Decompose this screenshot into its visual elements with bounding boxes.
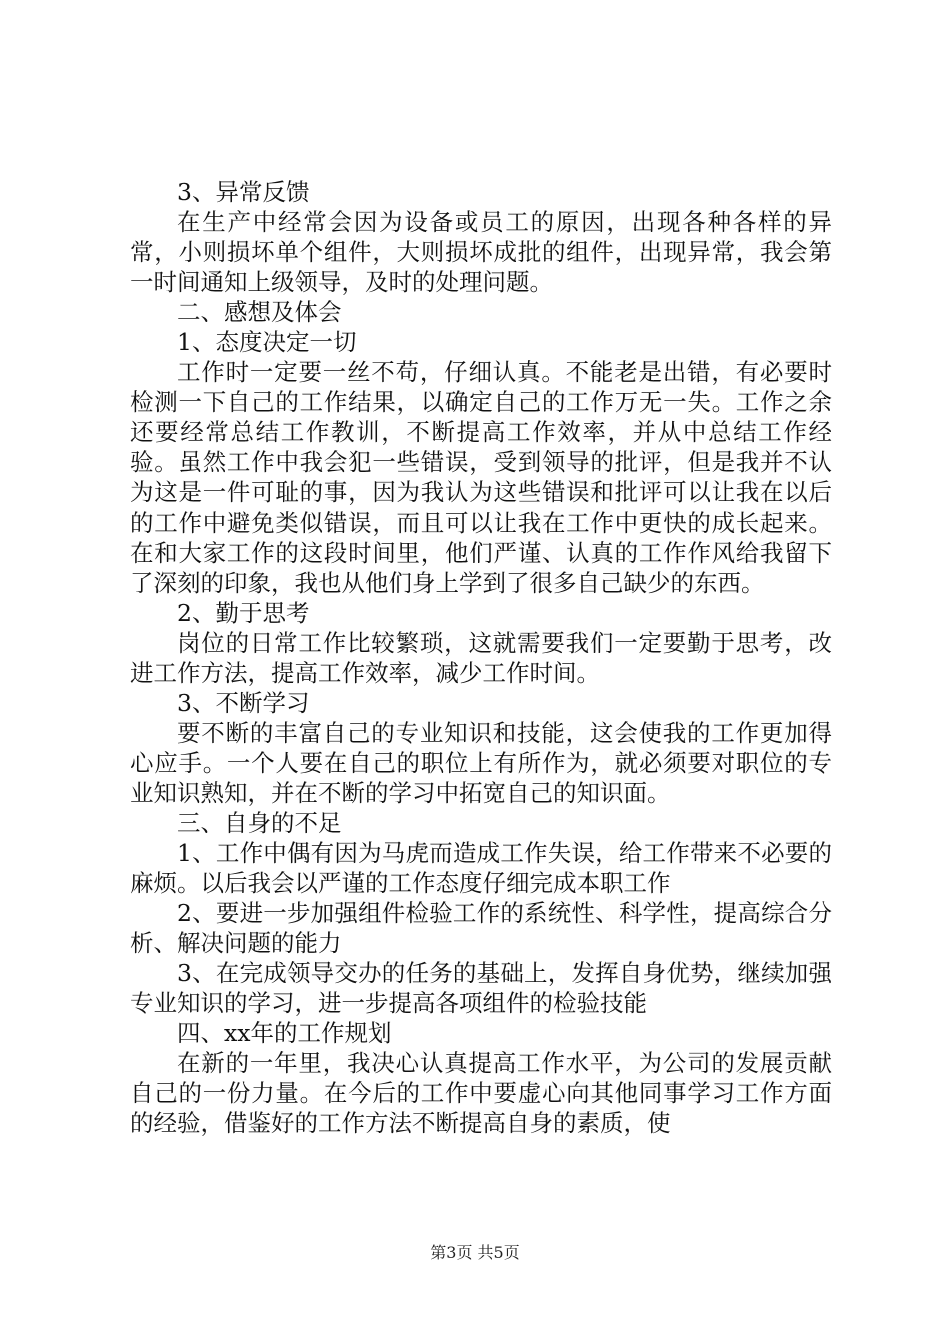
paragraph: 在生产中经常会因为设备或员工的原因，出现各种各样的异常，小则损坏单个组件，大则损坏成批的组件，出现异常，我会第一时间通知上级领导，及时的处理问题。 [130, 208, 832, 297]
list-item: 1、工作中偶有因为马虎而造成工作失误，给工作带来不必要的麻烦。以后我会以严谨的工作态度仔细完成本职工作 [130, 839, 832, 898]
paragraph: 在新的一年里，我决心认真提高工作水平，为公司的发展贡献自己的一份力量。在今后的工作中要虚心向其他同事学习工作方面的经验，借鉴好的工作方法不断提高自身的素质，使 [130, 1049, 832, 1138]
page-footer: 第3页 共5页 [430, 1243, 520, 1262]
paragraph: 岗位的日常工作比较繁琐，这就需要我们一定要勤于思考，改进工作方法，提高工作效率，减少工作时间。 [130, 628, 832, 687]
section-heading: 3、异常反馈 [177, 178, 310, 206]
paragraph: 工作时一定要一丝不苟，仔细认真。不能老是出错，有必要时检测一下自己的工作结果，以确定自己的工作万无一失。工作之余还要经常总结工作教训，不断提高工作效率，并从中总结工作经验。虽然工作中我会犯一些错误，受到领导的批评，但是我并不认为这是一件可耻的事，因为我认为这些错误和批评可以让我在以后的工作中避免类似错误，而且可以让我在工作中更快的成长起来。在和大家工作的这段时间里，他们严谨、认真的工作作风给我留下了深刻的印象，我也从他们身上学到了很多自己缺少的东西。 [130, 358, 832, 597]
section-heading: 二、感想及体会 [177, 298, 342, 327]
section-heading: 2、勤于思考 [177, 598, 310, 627]
list-item: 3、在完成领导交办的任务的基础上，发挥自身优势，继续加强专业知识的学习，进一步提高各项组件的检验技能 [130, 959, 832, 1018]
section-heading: 1、态度决定一切 [177, 328, 357, 357]
document-body [130, 177, 832, 1139]
section-heading: 四、xx年的工作规划 [177, 1019, 392, 1048]
section-heading: 三、自身的不足 [177, 808, 342, 837]
list-item: 2、要进一步加强组件检验工作的系统性、科学性，提高综合分析、解决问题的能力 [130, 899, 832, 958]
paragraph: 要不断的丰富自己的专业知识和技能，这会使我的工作更加得心应手。一个人要在自己的职位上有所作为，就必须要对职位的专业知识熟知，并在不断的学习中拓宽自己的知识面。 [130, 718, 832, 807]
section-heading: 3、不断学习 [177, 688, 310, 717]
